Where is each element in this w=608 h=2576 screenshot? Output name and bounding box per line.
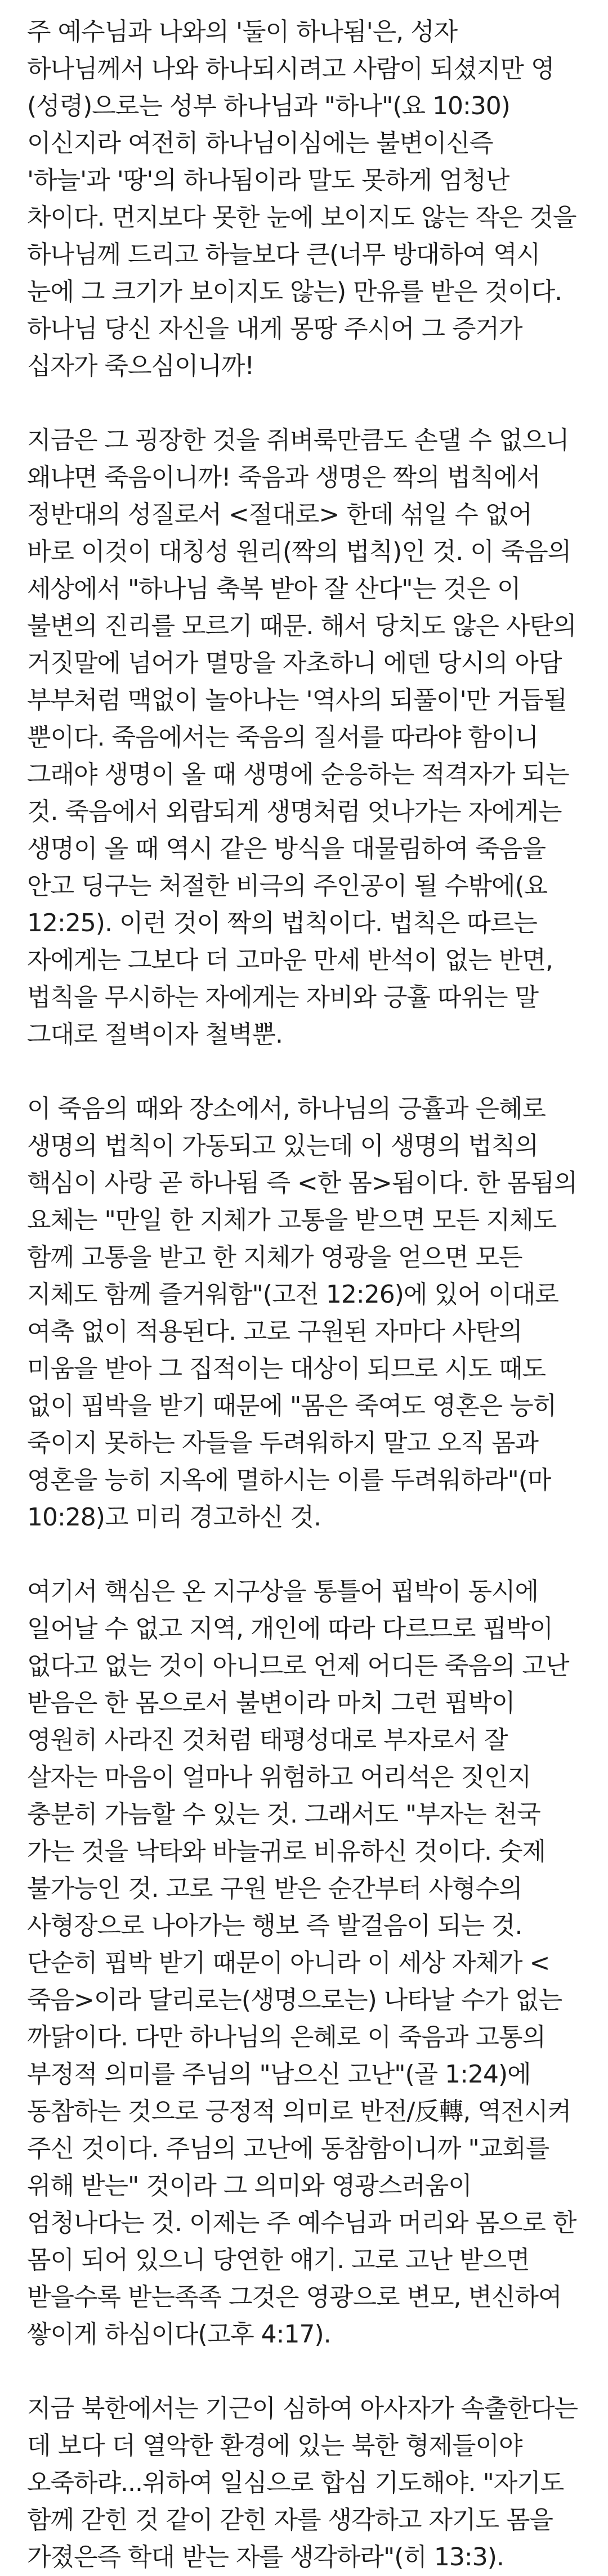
paragraph-1: 주 예수님과 나와의 '둘이 하나됨'은, 성자 하나님께서 나와 하나되시려고 사람이 되셨지만 영(성령)으로는 성부 하나님과 "하나"(요 10:30)이신지라 여전히 하나님이심에는 불변이신즉 '하늘'과 '땅'의 하나됨이라 말도 못하게 엄청난 차이다. 먼지보다 못한 눈에 보이지도 않는 작은 것을 하나님께 드리고 하늘보다 큰(너무 방대하여 역시 눈에 그 크기가 보이지도 않는) 만유를 받은 것이다. 하나님 당신 자신을 내게 몽땅 주시어 그 증거가 십자가 죽으심이니까! [27, 17, 576, 380]
paragraph-spacer [27, 1053, 581, 1090]
paragraph-4: 여기서 핵심은 온 지구상을 통틀어 핍박이 동시에 일어날 수 없고 지역, 개인에 따라 다르므로 핍박이 없다고 없는 것이 아니므로 언제 어디든 죽음의 고난 받음은 한 몸으로서 불변이라 마치 그런 핍박이 영원히 사라진 것처럼 태평성대로 부자로서 잘 살자는 마음이 얼마나 위험하고 어리석은 짓인지 충분히 가늠할 수 있는 것. 그래서도 "부자는 천국 가는 것을 낙타와 바늘귀로 비유하신 것이다. 숫제 불가능인 것. 고로 구원 받은 순간부터 사형수의 사형장으로 나아가는 행보 즉 발걸음이 되는 것. 단순히 핍박 받기 때문이 아니라 이 세상 자체가 <죽음>이라 달리로는(생명으로는) 나타날 수가 없는 까닭이다. 다만 하나님의 은혜로 이 죽음과 고통의 부정적 의미를 주님의 "남으신 고난"(골 1:24)에 동참하는 것으로 긍정적 의미로 반전/反轉, 역전시켜 주신 것이다. 주님의 고난에 동참함이니까 "교회를 위해 받는" 것이라 그 의미와 영광스러움이 엄청나다는 것. 이제는 주 예수님과 머리와 몸으로 한 몸이 되어 있으니 당연한 얘기. 고로 고난 받으면 받을수록 받는족족 그것은 영광으로 변모, 변신하여 쌓이게 하심이다(고후 4:17). [27, 1577, 576, 2349]
paragraph-spacer [27, 2353, 581, 2390]
paragraph-spacer [27, 385, 581, 422]
paragraph-spacer [27, 1536, 581, 1573]
paragraph-3: 이 죽음의 때와 장소에서, 하나님의 긍휼과 은혜로 생명의 법칙이 가동되고 있는데 이 생명의 법칙의 핵심이 사랑 곧 하나됨 즉 <한 몸>됨이다. 한 몸됨의 요체는 "만일 한 지체가 고통을 받으면 모든 지체도 함께 고통을 받고 한 지체가 영광을 얻으면 모든 지체도 함께 즐거워함"(고전 12:26)에 있어 이대로 여축 없이 적용된다. 고로 구원된 자마다 사탄의 미움을 받아 그 집적이는 대상이 되므로 시도 때도 없이 핍박을 받기 때문에 "몸은 죽여도 영혼은 능히 죽이지 못하는 자들을 두려워하지 말고 오직 몸과 영혼을 능히 지옥에 멸하시는 이를 두려워하라"(마 10:28)고 미리 경고하신 것. [27, 1094, 578, 1532]
paragraph-2: 지금은 그 굉장한 것을 쥐벼룩만큼도 손댈 수 없으니 왜냐면 죽음이니까! 죽음과 생명은 짝의 법칙에서 정반대의 성질로서 <절대로> 한데 섞일 수 없어 바로 이것이 대칭성 원리(짝의 법칙)인 것. 이 죽음의 세상에서 "하나님 축복 받아 잘 산다"는 것은 이 불변의 진리를 모르기 때문. 해서 당치도 않은 사탄의 거짓말에 넘어가 멸망을 자초하니 에덴 당시의 아담 부부처럼 맥없이 놀아나는 '역사의 되풀이'만 거듭될 뿐이다. 죽음에서는 죽음의 질서를 따라야 함이니 그래야 생명이 올 때 생명에 순응하는 적격자가 되는 것. 죽음에서 외람되게 생명처럼 엇나가는 자에게는 생명이 올 때 역시 같은 방식을 대물림하여 죽음을 안고 딩구는 처절한 비극의 주인공이 될 수밖에(요 12:25). 이런 것이 짝의 법칙이다. 법칙은 따르는 자에게는 그보다 더 고마운 만세 반석이 없는 반면, 법칙을 무시하는 자에게는 자비와 긍휼 따위는 말 그대로 절벽이자 철벽뿐. [27, 426, 576, 1049]
paragraph-5: 지금 북한에서는 기근이 심하여 아사자가 속출한다는 데 보다 더 열악한 환경에 있는 북한 형제들이야 오죽하랴...위하여 일심으로 합심 기도해야. "자기도 함께 갇힌 것 같이 갇힌 자를 생각하고 자기도 몸을 가졌은즉 학대 받는 자를 생각하라"(히 13:3). [27, 2394, 578, 2571]
